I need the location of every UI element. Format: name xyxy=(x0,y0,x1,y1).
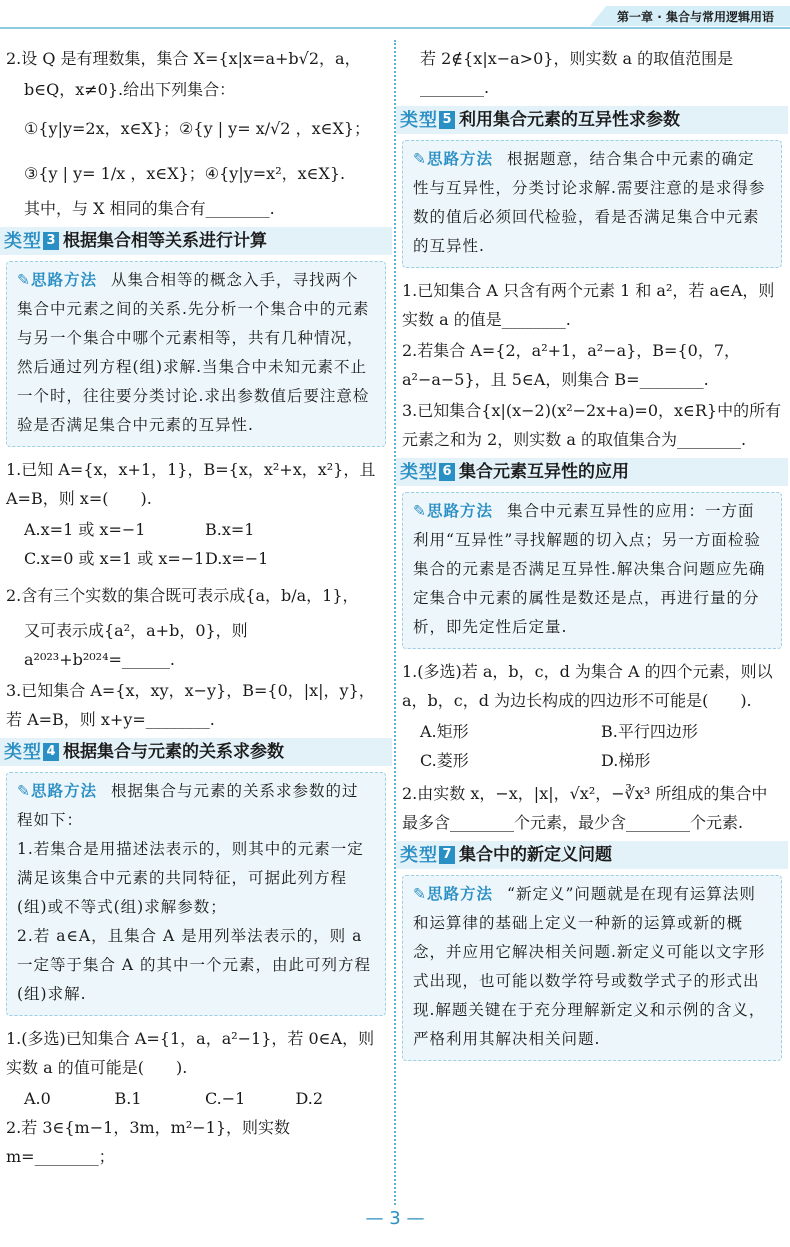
type5-question-1: 1.已知集合 A 只含有两个元素 1 和 a²，若 a∈A，则实数 a 的值是________. xyxy=(402,281,775,329)
section-number-badge: 7 xyxy=(439,846,455,864)
type4-question-1-options xyxy=(6,1084,386,1113)
pen-icon: ✎ xyxy=(413,885,427,903)
method-text-1: 根据集合与元素的关系求参数的过程如下： xyxy=(17,782,359,829)
type5-question-2: 2.若集合 A={2，a²+1，a²−a}，B={0，7，a²−a−5}，且 5∈A，则集合 B=________. xyxy=(402,341,740,389)
header-rule xyxy=(0,27,790,29)
method-text: “新定义”问题就是在现有运算法则和运算律的基础上定义一种新的运算或新的概念，并应用它解决相关问题.新定义可能以文字形式出现，也可能以数学符号或数学式子的形式出现.解题关键在于充分理解新定义和示例的含义，严格利用其解决相关问题. xyxy=(413,885,766,1048)
section-tag: 类型 xyxy=(4,230,42,252)
section-type-4 xyxy=(0,738,392,766)
pen-icon: ✎ xyxy=(413,150,427,168)
type4-question-1: 1.(多选)已知集合 A={1，a，a²−1}，若 0∈A，则实数 a 的值可能是( ). xyxy=(6,1029,375,1077)
chapter-title: 集合与常用逻辑用语 xyxy=(665,10,774,24)
question-2-sets-2: ③{y | y= 1/x ，x∈X}；④{y|y=x²，x∈X}. xyxy=(24,164,346,183)
section-tag: 类型 xyxy=(400,109,438,131)
chapter-label: 第一章 xyxy=(617,10,654,24)
method-label: 思路方法 xyxy=(427,502,494,520)
method-label: 思路方法 xyxy=(427,885,494,903)
type5-question-3: 3.已知集合{x|(x−2)(x²−2x+a)=0，x∈R}中的所有元素之和为 2，则实数 a 的取值集合为________. xyxy=(402,401,782,449)
type4-question-2: 2.若 3∈{m−1，3m，m²−1}，则实数 m=________； xyxy=(6,1118,291,1166)
type6-question-1: 1.(多选)若 a，b，c，d 为集合 A 的四个元素，则以 a，b，c，d 为边长构成的四边形不可能是( ). xyxy=(402,662,773,710)
method-label: 思路方法 xyxy=(31,782,98,800)
left-column xyxy=(6,44,386,1173)
right-column xyxy=(402,44,782,1069)
method-text: 根据题意，结合集合中元素的确定性与互异性，分类讨论求解.需要注意的是求得参数的值后必须回代检验，看是否满足集合中元素的互异性. xyxy=(413,150,766,255)
section-title: 利用集合元素的互异性求参数 xyxy=(459,109,680,130)
type4-question-2-continued: 若 2∉{x|x−a>0}，则实数 a 的取值范围是________. xyxy=(420,49,734,97)
type6-question-1-options xyxy=(402,717,782,775)
option-d: D.2 xyxy=(295,1089,324,1108)
option-d: D.梯形 xyxy=(601,751,651,770)
section-title: 根据集合相等关系进行计算 xyxy=(63,230,267,251)
method-label: 思路方法 xyxy=(31,271,98,289)
section-type-6 xyxy=(396,458,788,486)
section-number-badge: 4 xyxy=(43,743,59,761)
type6-question-2: 2.由实数 x，−x，|x|，√x²，−∛x³ 所组成的集合中最多含________个元素，最少含________个元素. xyxy=(402,784,768,832)
option-b: B.1 xyxy=(114,1089,142,1108)
type3-question-1-options xyxy=(6,515,386,573)
section-tag: 类型 xyxy=(400,844,438,866)
option-c: C.x=0 或 x=1 或 x=−1 xyxy=(24,549,205,568)
method-box-5 xyxy=(402,140,782,268)
section-tag: 类型 xyxy=(400,461,438,483)
section-tag: 类型 xyxy=(4,741,42,763)
header-text xyxy=(617,8,774,25)
method-box-4 xyxy=(6,772,386,1016)
chapter-separator: · xyxy=(653,10,666,24)
method-text-2: 1.若集合是用描述法表示的，则其中的元素一定满足该集合中元素的共同特征，可据此列方程(组)或不等式(组)求解参数； xyxy=(17,840,364,916)
question-2-line-2: b∈Q，x≠0}.给出下列集合： xyxy=(24,80,236,99)
pen-icon: ✎ xyxy=(413,502,427,520)
option-c: C.菱形 xyxy=(420,751,469,770)
page-header xyxy=(0,0,790,30)
method-box-3 xyxy=(6,261,386,447)
section-type-5 xyxy=(396,106,788,134)
option-d: D.x=−1 xyxy=(205,549,269,568)
section-number-badge: 6 xyxy=(439,463,455,481)
method-text: 集合中元素互异性的应用：一方面利用“互异性”寻找解题的切入点；另一方面检验集合的元素是否满足互异性.解决集合问题应先确定集合中元素的属性是数还是点，再进行量的分析，即先定性后定量. xyxy=(413,502,766,636)
option-a: A.x=1 或 x=−1 xyxy=(24,520,146,539)
section-title: 集合中的新定义问题 xyxy=(459,844,612,865)
option-a: A.0 xyxy=(24,1089,51,1108)
section-number-badge: 5 xyxy=(439,111,455,129)
method-box-7 xyxy=(402,875,782,1061)
section-type-3 xyxy=(0,227,392,255)
column-divider xyxy=(394,40,396,1205)
type3-question-2-line-2: 又可表示成{a²，a+b，0}，则 a²⁰²³+b²⁰²⁴=______. xyxy=(24,621,248,669)
section-title: 根据集合与元素的关系求参数 xyxy=(63,741,284,762)
question-2-ask: 其中，与 X 相同的集合有________. xyxy=(24,199,275,218)
method-box-6 xyxy=(402,492,782,649)
type3-question-1: 1.已知 A={x，x+1，1}，B={x，x²+x，x²}，且 A=B，则 x=( ). xyxy=(6,460,376,508)
pen-icon: ✎ xyxy=(17,271,31,289)
option-a: A.矩形 xyxy=(420,722,469,741)
section-number-badge: 3 xyxy=(43,232,59,250)
option-b: B.平行四边形 xyxy=(601,722,698,741)
question-2-sets-1: ①{y|y=2x，x∈X}；②{y | y= x/√2 ，x∈X}； xyxy=(24,119,371,138)
question-2-line-1: 2.设 Q 是有理数集，集合 X={x|x=a+b√2，a， xyxy=(6,49,361,68)
option-c: C.−1 xyxy=(205,1089,246,1108)
pen-icon: ✎ xyxy=(17,782,31,800)
method-text: 从集合相等的概念入手，寻找两个集合中元素之间的关系.先分析一个集合中的元素与另一个集合中哪个元素相等，共有几种情况，然后通过列方程(组)求解.当集合中未知元素不止一个时，往往要分类讨论.求出参数值后要注意检验是否满足集合中元素的互异性. xyxy=(17,271,370,434)
type3-question-2-line-1: 2.含有三个实数的集合既可表示成{a，b/a，1}， xyxy=(6,586,359,605)
option-b: B.x=1 xyxy=(205,520,255,539)
section-title: 集合元素互异性的应用 xyxy=(459,461,629,482)
section-type-7 xyxy=(396,841,788,869)
method-text-3: 2.若 a∈A，且集合 A 是用列举法表示的，则 a 一定等于集合 A 的其中一个元素，由此可列方程(组)求解. xyxy=(17,927,372,1003)
method-label: 思路方法 xyxy=(427,150,494,168)
type3-question-3: 3.已知集合 A={x，xy，x−y}，B={0，|x|，y}，若 A=B，则 x+y=________. xyxy=(6,681,375,729)
page-number: — 3 — xyxy=(365,1208,425,1229)
